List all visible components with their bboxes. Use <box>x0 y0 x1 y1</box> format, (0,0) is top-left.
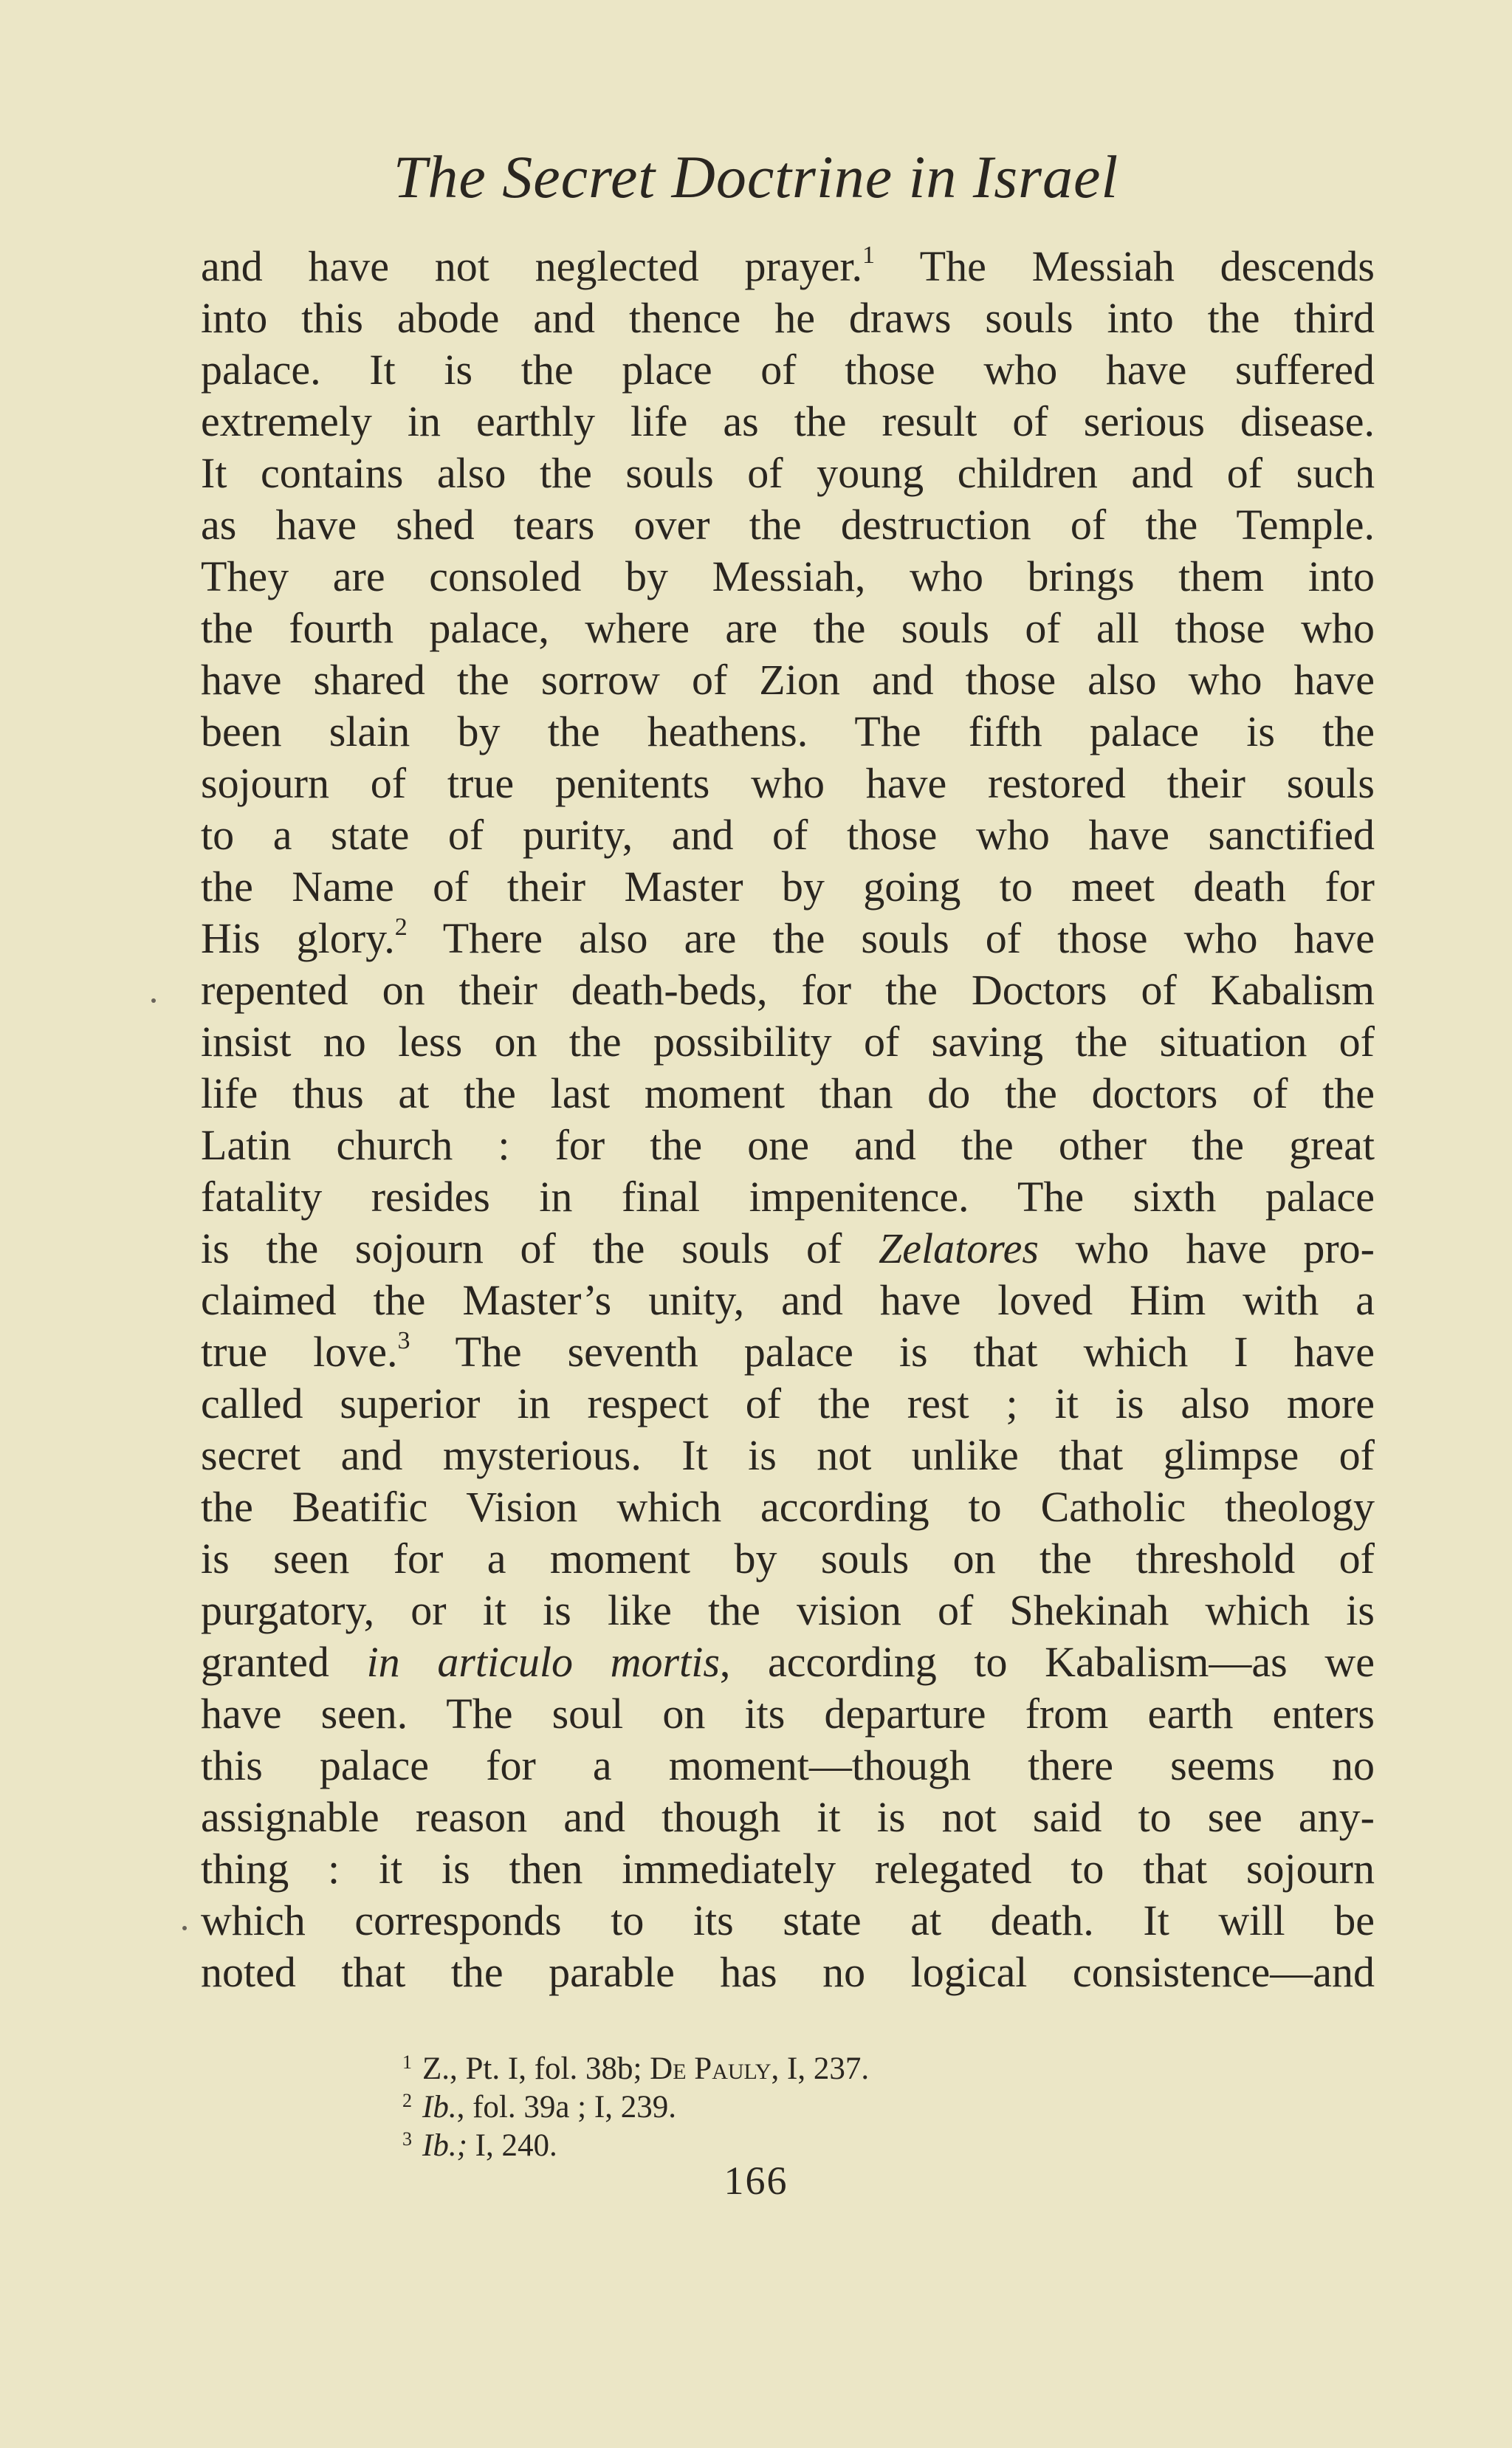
text-run: true love. <box>201 1328 398 1376</box>
text-run: have seen. The soul on its departure from earth enters <box>201 1690 1375 1738</box>
body-line <box>201 1326 1375 1378</box>
text-run: claimed the Master’s unity, and have loved Him with a <box>201 1276 1375 1324</box>
text-run: There also are the souls of those who have <box>407 914 1375 962</box>
body-line <box>201 603 1375 654</box>
footnote-reference: 1 <box>862 241 875 269</box>
body-line <box>201 1120 1375 1171</box>
footnote-text: , fol. 39a ; I, 239. <box>456 2090 676 2125</box>
text-run: They are consoled by Messiah, who brings them into <box>201 552 1375 600</box>
text-run: have shared the sorrow of Zion and those also who have <box>201 656 1375 704</box>
print-speck <box>182 1926 187 1930</box>
body-line <box>201 396 1375 448</box>
text-run: purgatory, or it is like the vision of Shekinah which is <box>201 1586 1375 1634</box>
body-line <box>201 913 1375 964</box>
body-text <box>201 241 1375 1998</box>
body-line <box>201 809 1375 861</box>
footnote <box>402 2050 1141 2088</box>
footnote <box>402 2088 1141 2127</box>
body-line <box>201 1481 1375 1533</box>
body-line <box>201 1068 1375 1120</box>
author-name: De Pauly <box>650 2051 772 2086</box>
text-run: to a state of purity, and of those who have sanctified <box>201 811 1375 859</box>
body-line <box>201 1378 1375 1430</box>
text-run: fatality resides in final impenitence. The sixth palace <box>201 1173 1375 1221</box>
body-line <box>201 292 1375 344</box>
text-run: palace. It is the place of those who have suffered <box>201 346 1375 394</box>
text-run: insist no less on the possibility of saving the situation of <box>201 1018 1375 1066</box>
running-head: The Secret Doctrine in Israel <box>393 143 1119 210</box>
body-line <box>201 964 1375 1016</box>
body-line <box>201 1947 1375 1998</box>
text-run: The seventh palace is that which I have <box>410 1328 1375 1376</box>
text-run: , according to Kabalism—as we <box>719 1638 1375 1686</box>
footnote-number: 3 <box>402 2128 412 2150</box>
footnote-text: Z., Pt. I, fol. 38b; <box>422 2051 650 2086</box>
text-run: is the sojourn of the souls of <box>201 1224 879 1272</box>
footnote-number: 2 <box>402 2090 412 2111</box>
text-run: life thus at the last moment than do the doctors of the <box>201 1069 1375 1117</box>
body-line <box>201 1171 1375 1223</box>
text-run: the Name of their Master by going to meet death for <box>201 863 1375 911</box>
text-run: His glory. <box>201 914 395 962</box>
text-run: assignable reason and though it is not said to see any- <box>201 1793 1375 1841</box>
body-line <box>201 1585 1375 1636</box>
text-run: thing : it is then immediately relegated to that sojourn <box>201 1845 1375 1893</box>
text-run: the Beatific Vision which according to Catholic theology <box>201 1483 1375 1531</box>
body-line <box>201 499 1375 551</box>
footnote-text: I, 240. <box>467 2128 557 2163</box>
body-line <box>201 758 1375 809</box>
text-run: the fourth palace, where are the souls of all those who <box>201 604 1375 652</box>
footnote-text: Ib.; <box>422 2128 467 2163</box>
page-number: 166 <box>724 2159 788 2203</box>
print-speck <box>151 998 156 1003</box>
body-line <box>201 1843 1375 1895</box>
text-run: who have pro- <box>1038 1224 1375 1272</box>
text-run: secret and mysterious. It is not unlike that glimpse of <box>201 1431 1375 1479</box>
body-line <box>201 1223 1375 1275</box>
body-line <box>201 1016 1375 1068</box>
text-run: The Messiah descends <box>874 242 1375 290</box>
text-run: called superior in respect of the rest ; it is also more <box>201 1379 1375 1427</box>
text-run: repented on their death-beds, for the Doctors of Kabalism <box>201 966 1375 1014</box>
italic-text: in articulo mortis <box>366 1638 720 1686</box>
body-line <box>201 1636 1375 1688</box>
footnote-reference: 3 <box>397 1327 410 1354</box>
text-run: as have shed tears over the destruction of the Temple. <box>201 501 1375 549</box>
body-line <box>201 1430 1375 1481</box>
text-run: It contains also the souls of young children and of such <box>201 449 1375 497</box>
italic-text: Zelatores <box>879 1224 1039 1272</box>
text-run: sojourn of true penitents who have restored their souls <box>201 759 1375 807</box>
text-run: extremely in earthly life as the result of serious disease. <box>201 397 1375 445</box>
footnote-text: Ib. <box>422 2090 457 2125</box>
text-run: into this abode and thence he draws souls into the third <box>201 294 1375 342</box>
body-line <box>201 706 1375 758</box>
body-line <box>201 1533 1375 1585</box>
body-line <box>201 1275 1375 1326</box>
body-line <box>201 448 1375 499</box>
body-line <box>201 1688 1375 1740</box>
body-line <box>201 1740 1375 1792</box>
footnotes <box>402 2050 1141 2165</box>
body-line <box>201 241 1375 292</box>
body-line <box>201 654 1375 706</box>
footnote-reference: 2 <box>394 913 408 941</box>
body-line <box>201 551 1375 603</box>
text-run: and have not neglected prayer. <box>201 242 862 290</box>
body-line <box>201 861 1375 913</box>
body-line <box>201 344 1375 396</box>
footnote-number: 1 <box>402 2051 412 2073</box>
text-run: which corresponds to its state at death. It will be <box>201 1896 1375 1944</box>
body-line <box>201 1895 1375 1947</box>
footnote-text: , I, 237. <box>771 2051 870 2086</box>
text-run: this palace for a moment—though there seems no <box>201 1741 1375 1789</box>
text-run: is seen for a moment by souls on the threshold of <box>201 1535 1375 1583</box>
text-run: Latin church : for the one and the other the great <box>201 1121 1375 1169</box>
text-run: noted that the parable has no logical consistence—and <box>201 1948 1375 1996</box>
body-line <box>201 1792 1375 1843</box>
text-run: granted <box>201 1638 367 1686</box>
text-run: been slain by the heathens. The fifth palace is the <box>201 707 1375 755</box>
